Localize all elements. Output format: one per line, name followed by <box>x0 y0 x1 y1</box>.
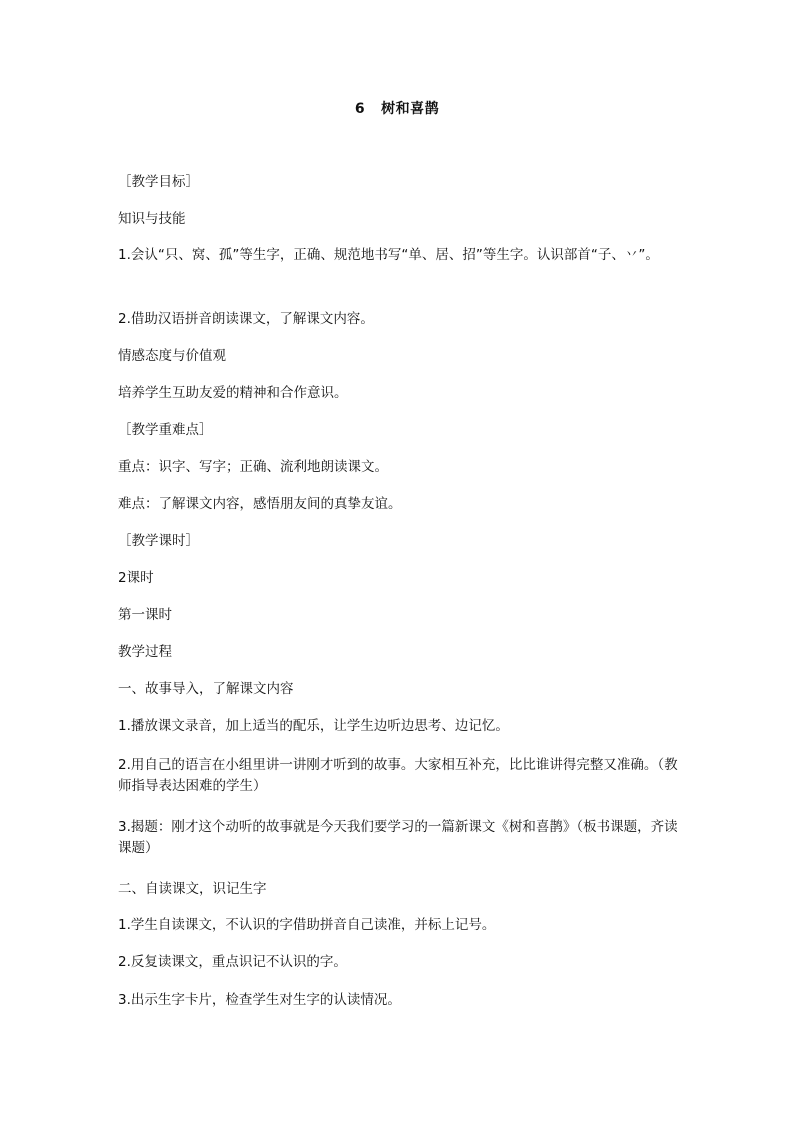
step-one-item-3: 3.揭题：刚才这个动听的故事就是今天我们要学习的一篇新课文《树和喜鹊》（板书课题，齐读课题） <box>118 819 678 856</box>
key-point: 重点：识字、写字；正确、流利地朗读课文。 <box>118 459 388 475</box>
step-two-heading: 二、自读课文，识记生字 <box>118 881 267 897</box>
objective-item-2: 2.借助汉语拼音朗读课文，了解课文内容。 <box>118 311 374 327</box>
lesson-title <box>0 98 794 118</box>
period-count: 2课时 <box>118 570 154 586</box>
step-one-item-2: 2.用自己的语言在小组里讲一讲刚才听到的故事。大家相互补充，比比谁讲得完整又准确。（教师指导表达困难的学生） <box>118 757 678 794</box>
lesson-title-text: 树和喜鹊 <box>381 101 440 117</box>
step-one-heading: 一、故事导入，了解课文内容 <box>118 681 294 697</box>
teaching-process-heading: 教学过程 <box>118 644 172 660</box>
subheading-emotion-values: 情感态度与价值观 <box>118 348 226 364</box>
subheading-knowledge-skills: 知识与技能 <box>118 211 186 227</box>
step-two-item-3: 3.出示生字卡片，检查学生对生字的认读情况。 <box>118 992 401 1008</box>
step-two-item-2: 2.反复读课文，重点识记不认识的字。 <box>118 954 347 970</box>
section-heading-periods: ［教学课时］ <box>118 533 199 549</box>
step-one-item-1: 1.播放课文录音，加上适当的配乐，让学生边听边思考、边记忆。 <box>118 718 509 734</box>
section-heading-key-points: ［教学重难点］ <box>118 422 213 438</box>
lesson-number: 6 <box>354 101 366 117</box>
step-two-item-1: 1.学生自读课文，不认识的字借助拼音自己读准，并标上记号。 <box>118 917 496 933</box>
emotion-objective: 培养学生互助友爱的精神和合作意识。 <box>118 385 348 401</box>
objective-item-1: 1.会认“只、窝、孤”等生字，正确、规范地书写“单、居、招”等生字。认识部首“子、丷”。 <box>118 247 659 263</box>
difficult-point: 难点：了解课文内容，感悟朋友间的真挚友谊。 <box>118 496 402 512</box>
section-heading-objectives: ［教学目标］ <box>118 174 199 190</box>
first-period-heading: 第一课时 <box>118 607 172 623</box>
